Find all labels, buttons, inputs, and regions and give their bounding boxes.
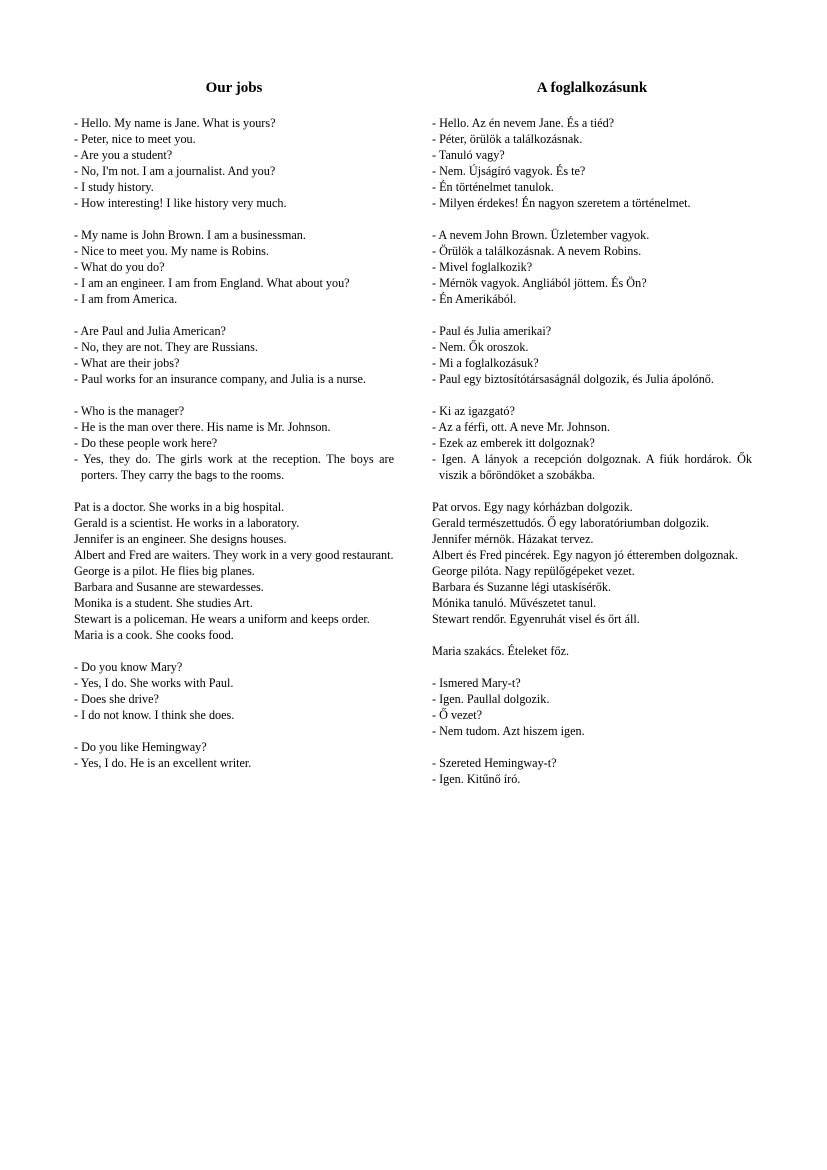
right-paragraph-block <box>432 227 752 307</box>
text-line: Barbara and Susanne are stewardesses. <box>74 580 264 594</box>
text-line: Stewart is a policeman. He wears a uniform and keeps order. <box>74 612 370 626</box>
text-line: - Do you know Mary? <box>74 660 183 674</box>
text-line: - My name is John Brown. I am a businessman. <box>74 228 306 242</box>
text-line: - Nem. Ők oroszok. <box>432 340 529 354</box>
text-line: - Az a férfi, ott. A neve Mr. Johnson. <box>432 420 611 434</box>
text-line: - Nice to meet you. My name is Robins. <box>74 244 269 258</box>
text-line: - Are Paul and Julia American? <box>74 324 226 338</box>
text-line: Stewart rendőr. Egyenruhát visel és őrt áll. <box>432 612 640 626</box>
left-paragraph-block <box>74 227 394 307</box>
text-line: - Nem. Újságíró vagyok. És te? <box>432 164 586 178</box>
text-line: - Paul egy biztosítótársaságnál dolgozik, és Julia ápolónő. <box>432 372 714 386</box>
text-line: - Örülök a találkozásnak. A nevem Robins. <box>432 244 642 258</box>
text-line: Albert and Fred are waiters. They work in a very good restaurant. <box>74 548 394 562</box>
text-line: Maria szakács. Ételeket főz. <box>432 644 570 658</box>
left-paragraph-block <box>74 115 394 211</box>
text-line: - A nevem John Brown. Üzletember vagyok. <box>432 228 650 242</box>
left-paragraph-block <box>74 499 394 643</box>
text-line: - Ezek az emberek itt dolgoznak? <box>432 436 595 450</box>
hungarian-column <box>432 78 752 803</box>
text-line: - Paul works for an insurance company, and Julia is a nurse. <box>74 372 366 386</box>
text-line: - Yes, I do. She works with Paul. <box>74 676 234 690</box>
text-line: Maria is a cook. She cooks food. <box>74 628 234 642</box>
text-line: - Szereted Hemingway-t? <box>432 756 557 770</box>
text-line: Pat orvos. Egy nagy kórházban dolgozik. <box>432 500 633 514</box>
text-line: Gerald is a scientist. He works in a laboratory. <box>74 516 300 530</box>
text-line: - What do you do? <box>74 260 165 274</box>
text-line: - Paul és Julia amerikai? <box>432 324 552 338</box>
text-line: Gerald természettudós. Ő egy laboratóriumban dolgozik. <box>432 516 710 530</box>
text-line: - I am from America. <box>74 292 178 306</box>
hungarian-text-blocks <box>432 115 752 787</box>
text-line: - Mérnök vagyok. Angliából jöttem. És Ön? <box>432 276 647 290</box>
text-line: Pat is a doctor. She works in a big hospital. <box>74 500 285 514</box>
right-paragraph-block <box>432 499 752 627</box>
text-line: - Hello. My name is Jane. What is yours? <box>74 116 276 130</box>
text-line: - Én történelmet tanulok. <box>432 180 554 194</box>
english-text-blocks <box>74 115 394 771</box>
text-line: - Igen. Paullal dolgozik. <box>432 692 550 706</box>
right-paragraph-block <box>432 643 752 659</box>
english-column <box>74 78 394 787</box>
text-line: - Who is the manager? <box>74 404 185 418</box>
text-line: Monika is a student. She studies Art. <box>74 596 253 610</box>
left-paragraph-block <box>74 403 394 483</box>
right-paragraph-block <box>432 115 752 211</box>
text-line: - I do not know. I think she does. <box>74 708 235 722</box>
text-line: Jennifer is an engineer. She designs houses. <box>74 532 287 546</box>
text-line: - Do you like Hemingway? <box>74 740 207 754</box>
text-line: - What are their jobs? <box>74 356 180 370</box>
text-line: Mónika tanuló. Művészetet tanul. <box>432 596 597 610</box>
text-line: - Mivel foglalkozik? <box>432 260 533 274</box>
right-paragraph-block <box>432 323 752 387</box>
right-paragraph-block <box>432 675 752 739</box>
text-line: - Milyen érdekes! Én nagyon szeretem a történelmet. <box>432 196 691 210</box>
left-paragraph-block <box>74 323 394 387</box>
text-line: - Does she drive? <box>74 692 159 706</box>
text-line: - Igen. A lányok a recepción dolgoznak. A fiúk hordárok. Ők viszik a bőröndöket a szobákba. <box>432 452 752 482</box>
hungarian-title: A foglalkozásunk <box>536 80 648 96</box>
text-line: - Yes, I do. He is an excellent writer. <box>74 756 252 770</box>
text-line: - No, they are not. They are Russians. <box>74 340 258 354</box>
right-paragraph-block <box>432 755 752 787</box>
text-line: - Do these people work here? <box>74 436 218 450</box>
text-line: - He is the man over there. His name is Mr. Johnson. <box>74 420 331 434</box>
text-line: - No, I'm not. I am a journalist. And you? <box>74 164 276 178</box>
text-line: - I study history. <box>74 180 154 194</box>
text-line: - Ki az igazgató? <box>432 404 515 418</box>
text-line: Albert és Fred pincérek. Egy nagyon jó étteremben dolgoznak. <box>432 548 738 562</box>
left-paragraph-block <box>74 739 394 771</box>
text-line: - Igen. Kitűnő író. <box>432 772 521 786</box>
text-line: - Péter, örülök a találkozásnak. <box>432 132 583 146</box>
text-line: - I am an engineer. I am from England. What about you? <box>74 276 350 290</box>
text-line: - Hello. Az én nevem Jane. És a tiéd? <box>432 116 615 130</box>
text-line: - Ő vezet? <box>432 708 483 722</box>
english-title: Our jobs <box>205 80 263 96</box>
text-line: - Are you a student? <box>74 148 173 162</box>
text-line: - Ismered Mary-t? <box>432 676 521 690</box>
text-line: George is a pilot. He flies big planes. <box>74 564 255 578</box>
text-line: - How interesting! I like history very much. <box>74 196 287 210</box>
text-line: - Mi a foglalkozásuk? <box>432 356 539 370</box>
right-paragraph-block <box>432 403 752 483</box>
text-line: George pilóta. Nagy repülőgépeket vezet. <box>432 564 635 578</box>
text-line: Jennifer mérnök. Házakat tervez. <box>432 532 594 546</box>
text-line: Barbara és Suzanne légi utaskísérők. <box>432 580 612 594</box>
text-line: - Yes, they do. The girls work at the reception. The boys are porters. They carry the bags to the rooms. <box>74 452 394 482</box>
left-paragraph-block <box>74 659 394 723</box>
text-line: - Peter, nice to meet you. <box>74 132 196 146</box>
text-line: - Nem tudom. Azt hiszem igen. <box>432 724 585 738</box>
text-line: - Tanuló vagy? <box>432 148 505 162</box>
text-line: - Én Amerikából. <box>432 292 517 306</box>
